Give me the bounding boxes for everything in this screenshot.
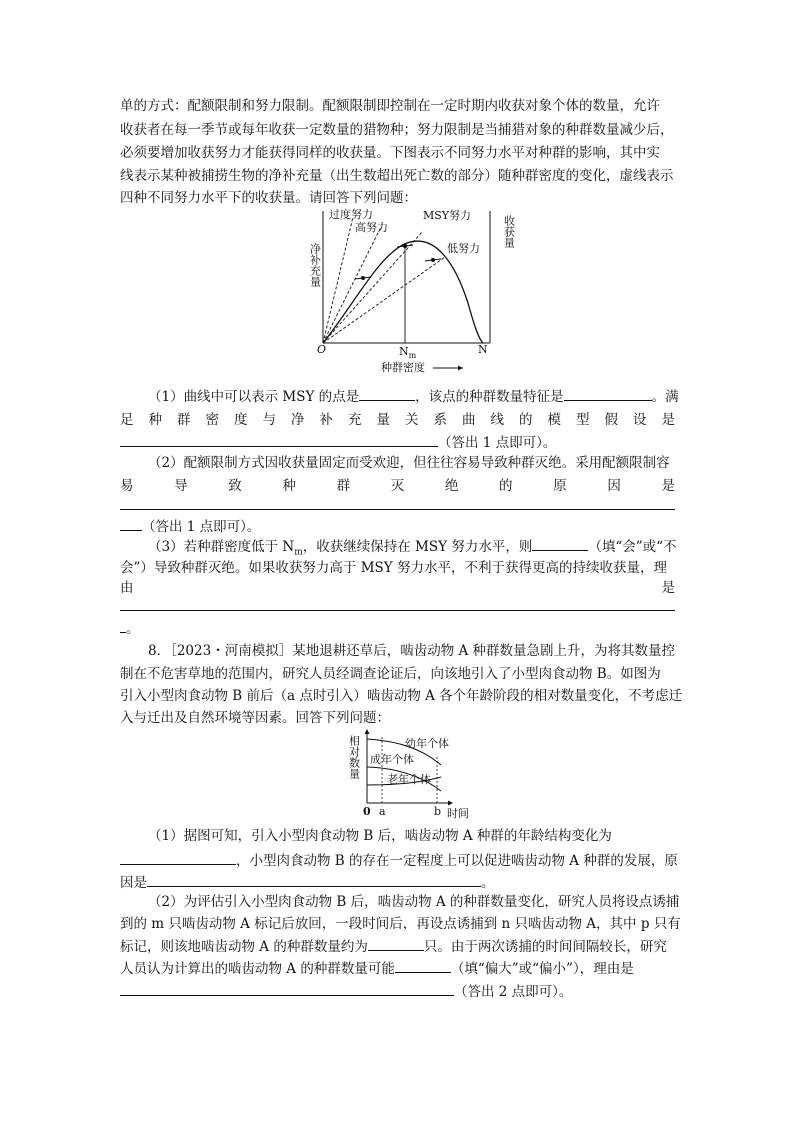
q1-blank-1[interactable] [359, 386, 415, 401]
age-structure-chart [345, 727, 485, 822]
p2-line-4 [120, 958, 675, 979]
q3-line-3 [120, 578, 675, 598]
effort-line-high [323, 227, 381, 343]
q3-text-shi: 是 [661, 580, 675, 596]
q1-text-a: （1）曲线中可以表示 MSY 的点是 [148, 389, 360, 405]
q3-line-4 [120, 618, 675, 639]
q3-sub-m: m [294, 547, 303, 558]
p2-line-2: 到的 m 只啮齿动物 A 标记后放回，一段时间后，再设点诱捕到 n 只啮齿动物 A，其中 p 只有 [120, 916, 681, 932]
p1-blank-1[interactable] [120, 850, 236, 865]
label-low-effort: 低努力 [447, 242, 480, 255]
p1-line-3 [120, 872, 675, 893]
q1-line-2: 足种群密度与净补充量关系曲线的模型假设是 [120, 412, 675, 428]
q8-line-1: 8．［2023・河南模拟］某地退耕还草后，啮齿动物 A 种群数量急剧上升，为将其数量控 [148, 643, 676, 659]
p2-line-3 [120, 936, 675, 957]
q2-answer-rule[interactable] [120, 509, 675, 510]
q3-text-reason: 由 [120, 580, 134, 596]
label-young: 幼年个体 [405, 737, 449, 750]
q3-line-2: 会”）导致种群灭绝。如果收获努力高于 MSY 努力水平，不利于获得更高的持续收获量，理 [120, 560, 667, 576]
age-chart-origin: 0 [363, 805, 371, 818]
effort-line-low [323, 257, 445, 343]
q2-line-3 [120, 516, 675, 537]
effort-line-over [323, 217, 353, 343]
nm-label: $N_m$ [399, 345, 417, 360]
p2-blank-3[interactable] [120, 981, 454, 996]
p1-line-1: （1）据图可知，引入小型肉食动物 B 后，啮齿动物 A 种群的年龄结构变化为 [148, 828, 612, 844]
label-msy-effort: MSY努力 [423, 209, 472, 222]
label-adult: 成年个体 [370, 753, 414, 766]
effort-line-msy [323, 231, 423, 343]
p1-line-2 [120, 850, 678, 871]
p2-blank-2[interactable] [395, 958, 451, 973]
p2-text-e: （答出 2 点即可）。 [454, 984, 573, 1000]
q8-line-3: 引入小型肉食动物 B 前后（a 点时引入）啮齿动物 A 各个年龄阶段的相对数量变化，不考虑迁 [120, 688, 683, 704]
intro-line-1: 单的方式：配额限制和努力限制。配额限制即控制在一定时期内收获对象个体的数量，允许 [120, 98, 660, 114]
q3-text-end: 。 [126, 621, 140, 637]
q3-text-c: （填“会”或“不 [588, 539, 677, 555]
p2-line-1: （2）为评估引入小型肉食动物 B 后，啮齿动物 A 的种群数量变化，研究人员将设点诱捕 [148, 894, 680, 910]
q3-answer-rule[interactable] [120, 610, 675, 611]
ylabel-right: 收获量 [502, 215, 515, 248]
p2-line-5 [120, 981, 675, 1002]
msy-chart [295, 203, 515, 378]
intro-line-4: 线表示某种被捕捞生物的净补充量（出生数超出死亡数的部分）随种群密度的变化，虚线表示 [120, 168, 674, 184]
q1-line-3 [120, 432, 675, 453]
q1-text-b: ，该点的种群数量特征是 [415, 389, 564, 405]
age-chart-x-arrowhead [448, 801, 453, 806]
label-over-effort: 过度努力 [329, 208, 373, 221]
p2-text-c: 人员认为计算出的啮齿动物 A 的种群数量可能 [120, 961, 395, 977]
intro-line-5: 四种不同努力水平下的收获量。请回答下列问题： [120, 190, 417, 206]
p1-text-b: ，小型肉食动物 B 的存在一定程度上可以促进啮齿动物 A 种群的发展，原 [236, 853, 678, 869]
q8-line-4: 入与迁出及自然环境等因素。回答下列问题： [120, 710, 390, 726]
q2-line-1: （2）配额限制方式因收获量固定而受欢迎，但往往容易导致种群灭绝。采用配额限制容 [148, 455, 670, 471]
origin-label: O [317, 343, 327, 356]
xlabel-arrowhead [458, 366, 463, 371]
intro-line-2: 收获者在每一季节或每年收获一定数量的猎物种；努力限制是当捕猎对象的种群数量减少后， [120, 122, 674, 138]
q3-blank-1[interactable] [532, 536, 588, 551]
xlabel: 种群密度 [381, 361, 425, 374]
p1-text-c: 因是 [120, 875, 147, 891]
p2-text-d: （填“偏大”或“偏小”），理由是 [450, 961, 634, 977]
q1-line-1 [148, 386, 679, 407]
q8-line-2: 制在不危害草地的范围内，研究人员经调查论证后，向该地引入了小型肉食动物 B。如图为 [120, 666, 661, 682]
q3-text-a: （3）若种群密度低于 N [148, 539, 295, 555]
q1-blank-3[interactable] [120, 432, 438, 447]
net-recruitment-curve [323, 241, 483, 343]
age-chart-xlabel: 时间 [447, 807, 469, 820]
intro-line-3: 必须要增加收获努力才能获得同样的收获量。下图表示不同努力水平对种群的影响，其中实 [120, 145, 660, 161]
q2-blank-tail[interactable] [120, 516, 142, 531]
n-label: N [478, 343, 488, 356]
q2-line-2: 易导致种群灭绝的原因是 [120, 478, 675, 494]
age-chart-b: b [434, 805, 442, 818]
q3-text-b: ，收获继续保持在 MSY 努力水平，则 [302, 539, 533, 555]
age-chart-y-arrowhead [365, 729, 370, 734]
q1-blank-2[interactable] [564, 386, 652, 401]
ylabel-left: 净补充量 [308, 243, 322, 287]
p1-text-d: 。 [481, 875, 495, 891]
q1-text-d: （答出 1 点即可）。 [438, 435, 557, 451]
label-old: 老年个体 [387, 773, 431, 786]
p2-text-a: 标记，则该地啮齿动物 A 的种群数量约为 [120, 939, 368, 955]
p1-blank-2[interactable] [147, 872, 481, 887]
age-chart-ylabel: 相对数量 [347, 735, 361, 779]
q1-text-c: 。满 [651, 389, 679, 405]
label-high-effort: 高努力 [355, 221, 388, 234]
p2-blank-1[interactable] [368, 936, 424, 951]
q2-text-end: （答出 1 点即可）。 [142, 519, 261, 535]
p2-text-b: 只。由于两次诱捕的时间间隔较长，研究 [423, 939, 667, 955]
age-chart-a: a [379, 805, 386, 818]
